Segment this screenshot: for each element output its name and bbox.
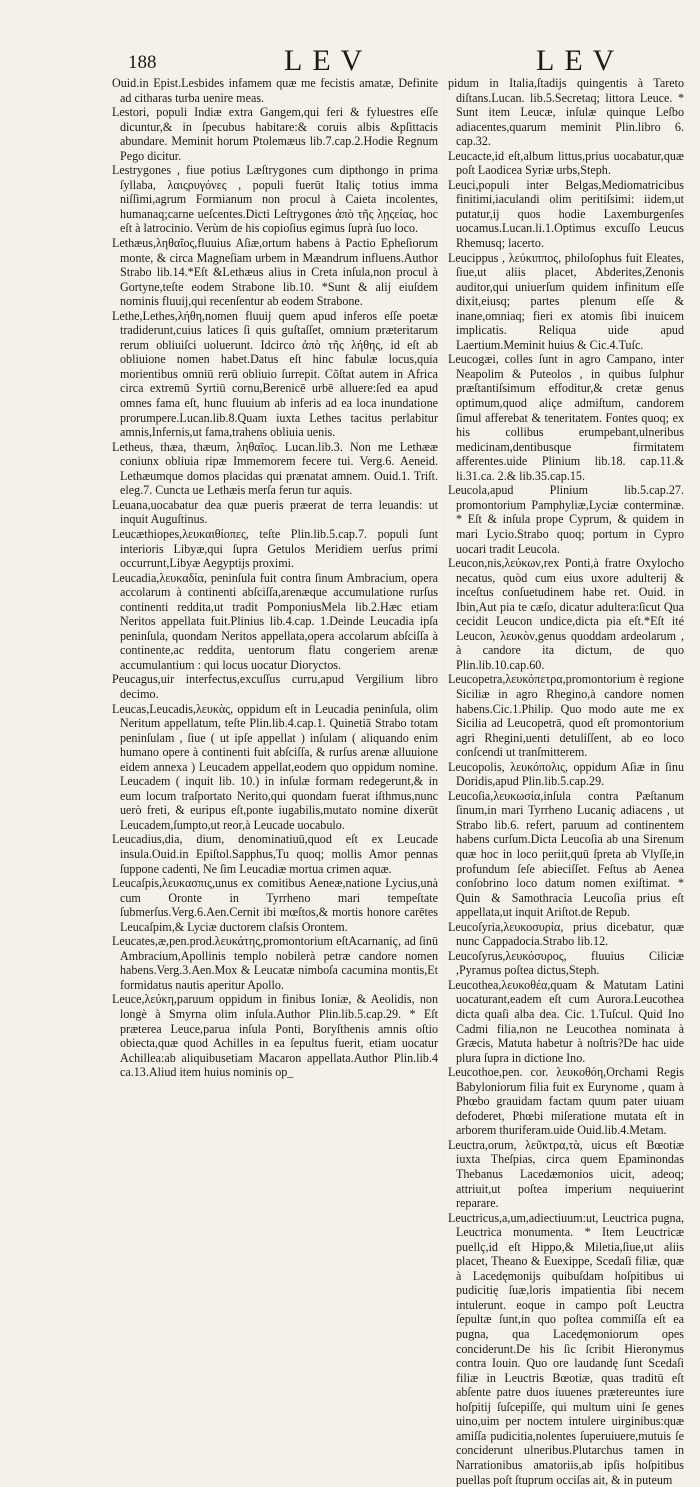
dictionary-entry: Leucaſpis,λευκασπις,unus ex comitibus Aeneæ,natione Lycius,unà cum Oronte in Tyrrheno mari tempeſtate ſubmerſus.Verg.6.Aen.Cernit ibi mœſtos,& mortis honore carētes Leucaſpim,& Lyciæ ductorem claſsis Orontem. [112,876,438,934]
dictionary-entry: Lestori, populi Indiæ extra Gangem,qui feri & fyluestres eſſe dicuntur,& in ſpecubus habitare:& coruis albis &pſittacis abundare. Meminit horum Ptolemæus lib.7.cap.2.Hodie Regnum Pego dicitur. [112,105,438,163]
dictionary-entry: Leucates,æ,pen.prod.λευκάτης,promontorium eſtAcarnaniç, ad ſinū Ambracium,Apollinis templo nobilerà petræ candore nomen habens.Verg.3.Aen.Mox & Leucatæ nimboſa cacumina montis,Et formidatus nautis aperitur Apollo. [112,934,438,992]
dictionary-entry: Leucoſia,λευκωσία,inſula contra Pæſtanum ſinum,in mari Tyrrheno Lucaniç adiacens , ut Strabo lib.6. refert, paruum ad continentem habens curſum.Dicta Leucoſia ab una Sirenum quæ hoc in loco periit,quū ſpreta ab Vlyſſe,in profundum ſeſe abieciſſet. Feſtus ab Aenea conſobrino loco datum nomen exiſtimat. * Quin & Samothracia Leucoſia prius eſt appellata,ut inquit Ariſtot.de Repub. [448,788,684,920]
dictionary-entry: Leucopetra,λευκόπετρα,promontorium è regione Siciliæ in agro Rhegino,à candore nomen habens.Cic.1.Philip. Quo modo aute me ex Sicilia ad Leucopetrā, quod eſt promontorium agri Rhegini,uenti detuliſſent, ab eo loco conſcendi ut tranſmitterem. [448,672,684,760]
dictionary-entry: Leucogæi, colles ſunt in agro Campano, inter Neapolim & Puteolos , in quibus ſulphur præſtantiſsimum effoditur,& cretæ genus optimum,quod aliçe admiſtum, candorem ſimul afferebat & teneritatem. Fontes quoq; ex his collibus erumpebant,ulneribus medicinam,dentibusque firmitatem afferentes.uide Plinium lib.18. cap.11.& li.31.ca. 2.& lib.35.cap.15. [448,352,684,483]
page-number: 188 [128,52,157,73]
dictionary-entry: Letheus, thæa, thæum, ληθαῖος. Lucan.lib.3. Non me Lethææ coniunx obliuia ripæ Immemorem fecere tui. Verg.6. Aeneid. Lethæumque domos placidas qui prænatat amnem. Ouid.1. Triſt. eleg.7. Cuncta ue Lethæis merſa ferun tur aquis. [112,439,438,498]
running-head-right: LEV [536,44,625,77]
dictionary-entry: Leucacte,id eſt,album littus,prius uocabatur,quæ poſt Laodicea Syriæ urbs,Steph. [448,148,684,178]
left-column [112,76,438,1080]
page-header [0,44,700,77]
dictionary-entry: pidum in Italia,ſtadijs quingentis à Tareto diſtans.Lucan. lib.5.Secretaq; littora Leuce. * Sunt item Leucæ, inſulæ quinque Leſbo adiacentes,quarum meminit Plin.libro 6. cap.32. [448,76,684,149]
dictionary-entry: Leucon,nis,λεύκων,rex Ponti,à fratre Oxylocho necatus, quòd cum eius uxore adulterij & inceſtus conſuetudinem habe ret. Ouid. in Ibin,Aut pia te cæſo, dicatur adultera:ſicut Qua cecidit Leucon undice,dicta pia eſt.*Eſt ité Leucon, λευκὸν,genus quoddam ardeolarum , à candore ita dictum, de quo Plin.lib.10.cap.60. [448,556,684,672]
dictionary-entry: Leucola,apud Plinium lib.5.cap.27. promontorium Pamphyliæ,Lyciæ conterminæ. * Eſt & inſula prope Cyprum, & quidem in mari Lycio.Strabo quoq; portum in Cypro uocari tradit Leucola. [448,483,684,556]
dictionary-entry: Leuce,λεύκη,paruum oppidum in finibus Ioniæ, & Aeolidis, non longè à Smyrna olim inſula.Author Plin.lib.5.cap.29. * Eſt præterea Leuce,parua inſula Ponti, Boryſthenis amnis oſtio obiecta,quæ quod Achilles in ea ſepultus fuerit, etiam uocatur Achillea:ab aliquibusetiam Macaron appellata.Author Plin.lib.4 ca.13.Aliud item huius nominis op_ [112,992,438,1080]
dictionary-entry: Leucothoe,pen. cor. λευκοθόη,Orchami Regis Babyloniorum filia fuit ex Eurynome , quam à Phœbo grauidam factam quum pater uiuam defoderet, Phœbi miſeratione mutata eſt in arborem thuriferam.uide Ouid.lib.4.Metam. [448,1065,684,1138]
dictionary-entry: Leucadia,λευκαδία, peninſula fuit contra ſinum Ambracium, opera accolarum à continenti abſciſſa,arenæque accumulatione rurſus continenti reddita,ut tradit PomponiusMela lib.2.Hæc etiam Neritos appellata fuit.Plinius lib.4.cap. 1.Deinde Leucadia ipſa peninſula, quondam Neritos appellata,opera accolarum abſciſſa à continente,ac reddita, uentorum flatu congeriem arenæ accumulantium : qui locus uocatur Dioryctos. [112,570,438,672]
column-gutter [443,80,444,1160]
dictionary-entry: Leuctricus,a,um,adiectiuum:ut, Leuctrica pugna, Leuctrica monumenta. * Item Leuctricæ puellç,id eſt Hippo,& Miletia,ſiue,ut aliis placet, Theano & Euexippe, Scedaſi filiæ, quæ à Lacedęmonijs quibuſdam hoſpitibus ui pudicitię ſuæ,loris impatientia ſibi necem intulerunt. eoque in campo poſt Leuctra ſepultæ ſunt,in quo poſtea commiſſa eſt ea pugna, qua Lacedęmoniorum opes conciderunt.De his ſic ſcribit Hieronymus contra Iouin. Quo ore laudandę ſunt Scedaſi filiæ in Leuctris Bœotiæ, quas traditū eſt abſente patre duos iuuenes prætereuntes iure hoſpitij ſuſcepiſſe, qui multum uini ſe genes uino,uim per noctem intulere uirginibus:quæ amiſſa pudicitia,nolentes ſuperuiuere,mutuis ſe conciderunt ulneribus.Plutarchus tamen in Narrationibus amatoriis,ab ipſis hoſpitibus puellas poſt ſtuprum occiſas ait, & in puteum [448,1210,684,1487]
dictionary-entry: Leuctra,orum, λεῦκτρα,τὰ, uicus eſt Bœotiæ iuxta Theſpias, circa quem Epaminondas Thebanus Lacedæmonios uicit, adeoq; attriuit,ut poſtea imperium nequiuerint reparare. [448,1137,684,1211]
dictionary-entry: Lestrygones , fiue potius Læſtrygones cum dipthongo in prima ſyllaba, λαιςρυγόνες , populi fuerūt Italiç totius imma niſſimi,agrum Formianum non procul à Caieta incolentes, humanaq;carne ueſcentes.Dicti Leſtrygones ἀπὸ τῆς λῃςείας, hoc eſt à latrocinio. Verùm de his copioſius egimus ſuprà ſuo loco. [112,163,438,236]
dictionary-entry: Leucadius,dia, dium, denominatiuū,quod eſt ex Leucade insula.Ouid.in Epiſtol.Sapphus,Tu quoq; mollis Amor pennas ſuppone cadenti, Ne ſim Leucadiæ mortua crimen aquæ. [112,832,438,876]
dictionary-entry: Lethe,Lethes,λήθη,nomen fluuij quem apud inferos eſſe poetæ tradiderunt,cuius latices ſi quis guſtaſſet, omnium præteritarum rerum obliuiſci uoluerunt. Idcirco ἀπὸ τῆς λήθης, id eſt ab obliuione nomen habet.Datus eſt hinc fabulæ locus,quia morientibus omniū rerū obliuio ſurrepit. Cõſtat autem in Africa circa extremū Syrtiū cornu,Berenicē urbē alluere:ſed ea apud omnes fama eſt, hunc fluuium ab inferis ad ea loca inundatione prorumpere.Lucan.lib.8.Quam iuxta Lethes tacitus perlabitur amnis,Infernis,ut fama,trahens obliuia uenis. [112,308,438,440]
running-head-left: LEV [284,44,373,77]
dictionary-entry: Leucæthiopes,λευκαιθίοπες, teſte Plin.lib.5.cap.7. populi ſunt interioris Libyæ,qui ſupra Getulos Meridiem uerſus primi occurrunt,Libyæ Aegyptijs proximi. [112,526,438,571]
dictionary-entry: Leucas,Leucadis,λευκὰς, oppidum eſt in Leucadia peninſula, olim Neritum appellatum, teſte Plin.lib.4.cap.1. Quinetiā Strabo totam peninſulam , ſiue ( ut ipſe appellat ) inſulam ( aliquando enim humano opere à continenti fuit abſciſſa, & rurſus arenæ alluuione eidem annexa ) Leucadem appellat,eodem quo oppidum nomine. Leucadem ( inquit lib. 10.) in inſulæ formam redegerunt,& in eum locum traſportato Nerito,qui quondam fuerat iſthmus,nunc uerò freti, & euripus eſt,ponte iugabilis,mutato nomine dixerūt Leucadem,ſumpto,ut reor,à Leucade uocabulo. [112,701,438,832]
dictionary-entry: Leucoſyria,λευκοσυρία, prius dicebatur, quæ nunc Cappadocia.Strabo lib.12. [448,919,684,949]
right-column [448,76,684,1487]
dictionary-entry: Peucagus,uir interfectus,excuſſus curru,apud Vergilium libro decimo. [112,672,438,701]
dictionary-entry: Lethæus,ληθαῖος,fluuius Aſiæ,ortum habens à Pactio Epheſiorum monte, & circa Magneſiam urbem in Mæandrum influens.Author Strabo lib.14.*Eſt &Lethæus alius in Creta inſula,non procul à Gortyne,teſte eodem Strabone lib.10. *Sunt & alij eiuſdem nominis fluuij,qui recenſentur ab eodem Strabone. [112,236,438,309]
dictionary-entry: Leuana,uocabatur dea quæ pueris præerat de terra leuandis: ut inquit Auguſtinus. [112,497,438,527]
dictionary-entry: Leucoſyrus,λευκόσυρος, fluuius Ciliciæ ,Pyramus poſtea dictus,Steph. [448,948,684,978]
dictionary-entry: Leucippus , λεύκιππος, philoſophus fuit Eleates, ſiue,ut aliis placet, Abderites,Zenonis auditor,qui uniuerſum quidem infinitum eſſe dixit,eiusq; partes plenum eſſe & inane,omniaq; fieri ex atomis ſibi inuicem implicatis. Reliqua uide apud Laertium.Meminit huius & Cic.4.Tuſc. [448,250,684,352]
dictionary-entry: Leuci,populi inter Belgas,Mediomatricibus finitimi,iaculandi olim peritiſsimi: iidem,ut putatur,ij quos hodie Laxemburgenſes uocamus.Lucan.li.1.Optimus excuſſo Leucus Rhemusq; lacerto. [448,177,684,251]
dictionary-entry: Leucothea,λευκοθέα,quam & Matutam Latini uocaturant,eadem eſt cum Aurora.Leucothea dicta quaſi alba dea. Cic. 1.Tuſcul. Quid Ino Cadmi filia,non ne Leucothea nominata à Græcis, Matuta habetur à noſtris?De hac uide plura ſupra in dictione Ino. [448,977,684,1065]
dictionary-entry: Leucopolis, λευκόπολις, oppidum Aſiæ in ſinu Doridis,apud Plin.lib.5.cap.29. [448,759,684,789]
dictionary-entry: Ouid.in Epist.Lesbides infamem quæ me fecistis amatæ, Definite ad citharas turba uenire meas. [112,76,438,105]
